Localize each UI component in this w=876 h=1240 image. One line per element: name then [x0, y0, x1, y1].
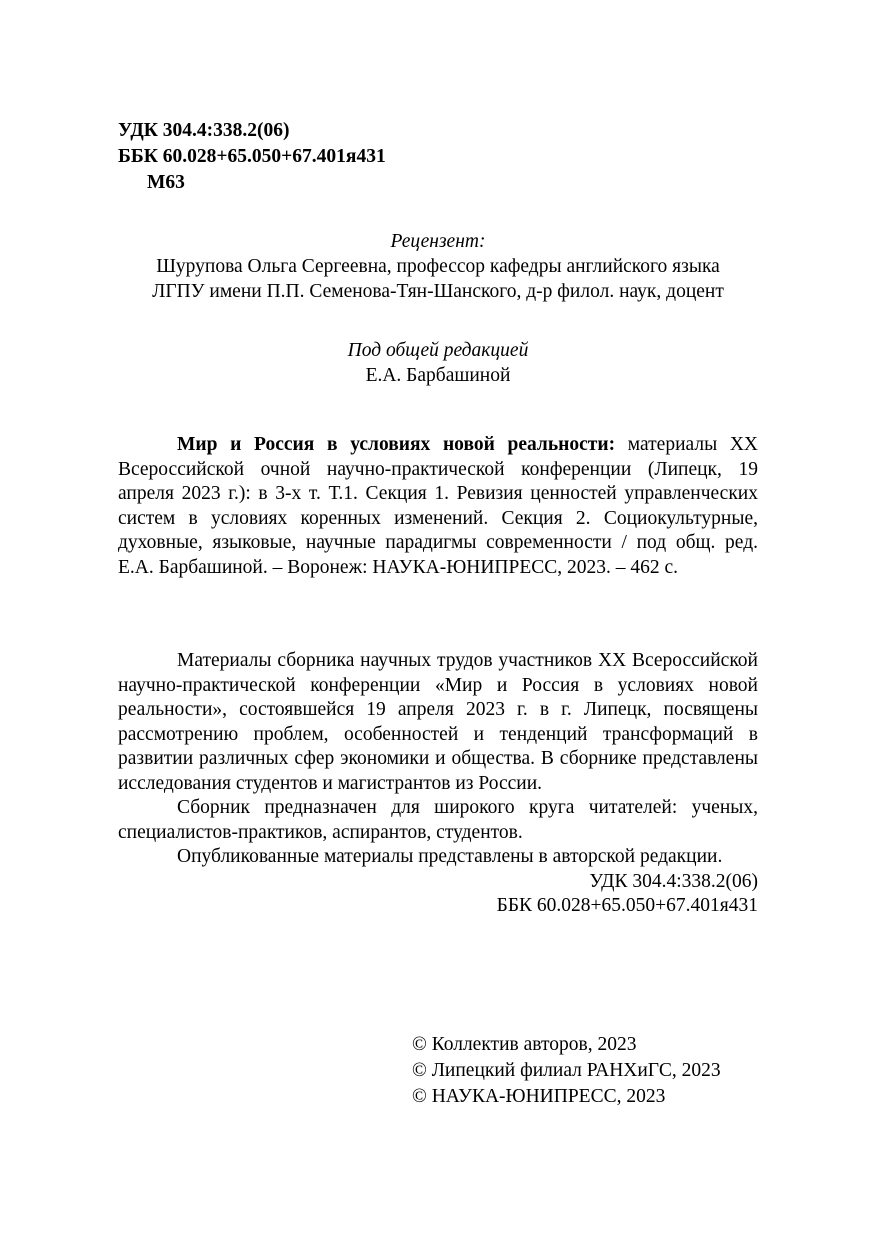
udk-code: УДК 304.4:338.2(06) [118, 120, 290, 141]
editor-name: Е.А. Барбашиной [365, 365, 511, 386]
reviewer-line-2: ЛГПУ имени П.П. Семенова-Тян-Шанского, д-р филол. наук, доцент [152, 281, 724, 302]
book-title: Мир и Россия в условиях новой реальности: [177, 434, 616, 455]
editor-block [118, 338, 758, 388]
annotation-bbk: ББК 60.028+65.050+67.401я431 [496, 895, 758, 916]
annotation-paragraph-3: Опубликованные материалы представлены в авторской редакции. [177, 846, 723, 867]
annotation-block [118, 649, 758, 919]
annotation-paragraph-1: Материалы сборника научных трудов участников XX Всероссийской научно-практической конференции «Мир и Россия в условиях новой реальности», состоявшейся 19 апреля 2023 г. в г. Липецк, посвящены рассмотрению проблем, особенностей и тенденций трансформаций в развитии различных сфер экономики и общества. В сборнике представлены исследования студентов и магистрантов из России. [118, 650, 758, 794]
reviewer-block [118, 229, 758, 304]
annotation-udk: УДК 304.4:338.2(06) [589, 870, 758, 892]
reviewer-heading: Рецензент: [390, 231, 486, 252]
copyright-block [412, 1032, 721, 1110]
bibliographic-record [118, 433, 758, 580]
book-description: материалы XX Всероссийской очной научно-практической конференции (Липецк, 19 апреля 2023 г.): в 3-х т. Т.1. Секция 1. Ревизия ценностей управленческих систем в условиях коренных изменений. Секция 2. Социокультурные, духовные, языковые, научные парадигмы современности / под общ. ред. Е.А. Барбашиной. – Воронеж: НАУКА-ЮНИПРЕСС, 2023. – 462 с. [118, 434, 759, 578]
copyright-line-3: © НАУКА-ЮНИПРЕСС, 2023 [412, 1086, 666, 1107]
author-mark: М63 [147, 172, 185, 193]
bbk-code: ББК 60.028+65.050+67.401я431 [118, 146, 386, 167]
reviewer-line-1: Шурупова Ольга Сергеевна, профессор кафедры английского языка [156, 256, 720, 277]
copyright-line-1: © Коллектив авторов, 2023 [412, 1034, 637, 1055]
copyright-line-2: © Липецкий филиал РАНХиГС, 2023 [412, 1060, 721, 1081]
annotation-paragraph-2: Сборник предназначен для широкого круга читателей: ученых, специалистов-практиков, аспирантов, студентов. [118, 797, 758, 843]
editor-heading: Под общей редакцией [347, 340, 529, 361]
classification-codes [118, 118, 386, 196]
